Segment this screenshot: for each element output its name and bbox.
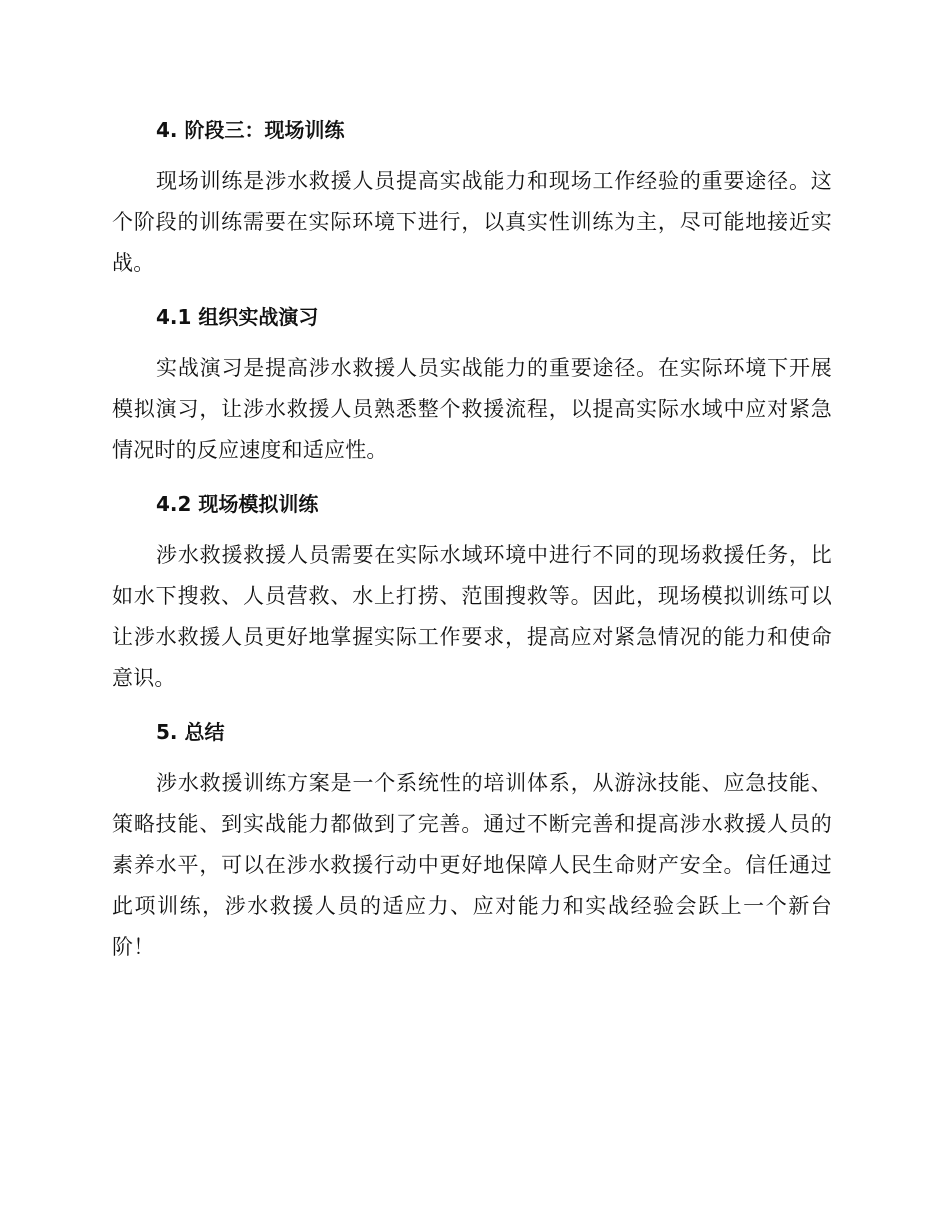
document-body <box>112 110 832 968</box>
section-heading: 5. 总结 <box>156 720 225 744</box>
section-heading: 4.2 现场模拟训练 <box>156 492 319 516</box>
section-paragraph: 实战演习是提高涉水救援人员实战能力的重要途径。在实际环境下开展模拟演习，让涉水救援人员熟悉整个救援流程，以提高实际水域中应对紧急情况时的反应速度和适应性。 <box>112 356 832 462</box>
section-simulation <box>112 484 832 712</box>
section-paragraph: 涉水救援救援人员需要在实际水域环境中进行不同的现场救援任务，比如水下搜救、人员营救、水上打捞、范围搜救等。因此，现场模拟训练可以让涉水救援人员更好地掌握实际工作要求，提高应对紧急情况的能力和使命意识。 <box>112 543 832 690</box>
section-summary <box>112 712 832 968</box>
section-heading: 4. 阶段三：现场训练 <box>156 118 345 142</box>
section-paragraph: 现场训练是涉水救援人员提高实战能力和现场工作经验的重要途径。这个阶段的训练需要在实际环境下进行，以真实性训练为主，尽可能地接近实战。 <box>112 169 832 275</box>
section-drill <box>112 297 832 484</box>
section-paragraph: 涉水救援训练方案是一个系统性的培训体系，从游泳技能、应急技能、策略技能、到实战能力都做到了完善。通过不断完善和提高涉水救援人员的素养水平，可以在涉水救援行动中更好地保障人民生命财产安全。信任通过此项训练，涉水救援人员的适应力、应对能力和实战经验会跃上一个新台阶！ <box>112 771 832 959</box>
section-stage-three <box>112 110 832 297</box>
section-heading: 4.1 组织实战演习 <box>156 305 319 329</box>
